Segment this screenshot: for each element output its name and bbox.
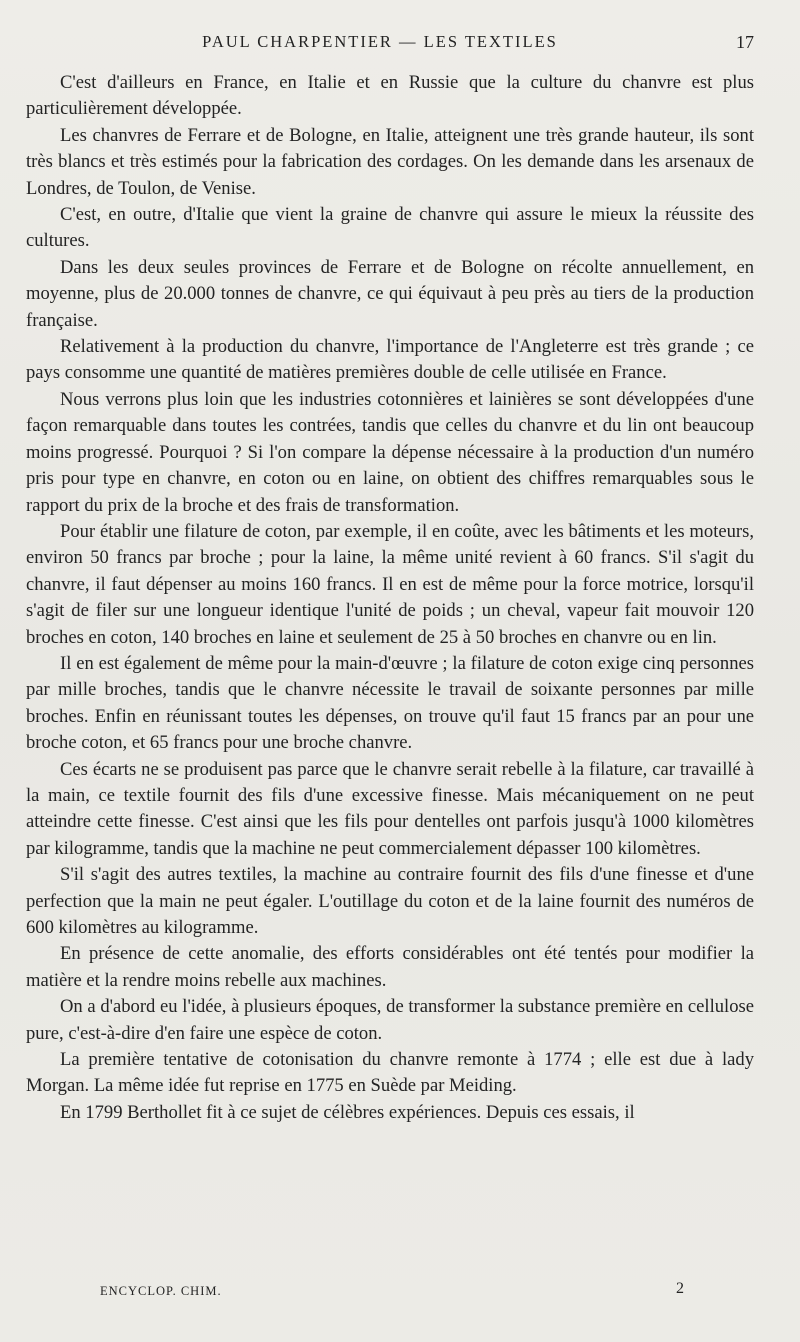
- paragraph: Il en est également de même pour la main-d'œuvre ; la filature de coton exige cinq personnes par mille broches, tandis que le chanvre nécessite le travail de soixante personnes par mille broches. Enfin en réunissant toutes les dépenses, on trouve qu'il faut 15 francs par an pour une broche coton, et 65 francs pour une broche chanvre.: [26, 652, 754, 754]
- body-text: [26, 70, 754, 1126]
- paragraph: C'est, en outre, d'Italie que vient la graine de chanvre qui assure le mieux la réussite des cultures.: [26, 204, 754, 252]
- paragraph: En présence de cette anomalie, des efforts considérables ont été tentés pour modifier la matière et la rendre moins rebelle aux machines.: [26, 943, 754, 991]
- paragraph: C'est d'ailleurs en France, en Italie et en Russie que la culture du chanvre est plus particulièrement développée.: [26, 72, 754, 120]
- signature-mark: ENCYCLOP. CHIM.: [100, 1284, 222, 1298]
- paragraph: En 1799 Berthollet fit à ce sujet de célèbres expériences. Depuis ces essais, il: [60, 1101, 635, 1123]
- paragraph: La première tentative de cotonisation du chanvre remonte à 1774 ; elle est due à lady Morgan. La même idée fut reprise en 1775 en Suède par Meiding.: [26, 1049, 754, 1097]
- running-header: [0, 30, 800, 56]
- paragraph: Dans les deux seules provinces de Ferrare et de Bologne on récolte annuellement, en moyenne, plus de 20.000 tonnes de chanvre, ce qui équivaut à peu près au tiers de la production française.: [26, 256, 754, 331]
- paragraph: Relativement à la production du chanvre, l'importance de l'Angleterre est très grande ; ce pays consomme une quantité de matières premières double de celle utilisée en France.: [26, 336, 754, 384]
- paragraph: Nous verrons plus loin que les industries cotonnières et lainières se sont développées d'une façon remarquable dans toutes les contrées, tandis que celles du chanvre et du lin ont beaucoup moins progressé. Pourquoi ? Si l'on compare la dépense nécessaire à la production d'un numéro pris pour type en chanvre, en coton ou en laine, on obtient des chiffres remarquables sous le rapport du prix de la broche et des frais de transformation.: [26, 388, 754, 516]
- paragraph: Ces écarts ne se produisent pas parce que le chanvre serait rebelle à la filature, car travaillé à la main, ce textile fournit des fils d'une excessive finesse. Mais mécaniquement on ne peut atteindre cette finesse. C'est ainsi que les fils pour dentelles ont parfois jusqu'à 1000 kilomètres par kilogramme, tandis que la machine ne peut commercialement dépasser 100 kilomètres.: [26, 758, 754, 859]
- paragraph: Pour établir une filature de coton, par exemple, il en coûte, avec les bâtiments et les moteurs, environ 50 francs par broche ; pour la laine, la même unité revient à 60 francs. S'il s'agit du chanvre, il faut dépenser au moins 160 francs. Il en est de même pour la force motrice, lorsqu'il s'agit de filer sur une longueur identique l'unité de poids ; un cheval, vapeur fait mouvoir 120 broches en coton, 140 broches en laine et seulement de 25 à 50 broches en chanvre ou en lin.: [26, 520, 754, 648]
- running-title: PAUL CHARPENTIER — LES TEXTILES: [202, 32, 558, 51]
- paragraph: On a d'abord eu l'idée, à plusieurs époques, de transformer la substance première en cellulose pure, c'est-à-dire d'en faire une espèce de coton.: [26, 996, 754, 1044]
- page-footer: [0, 1280, 800, 1304]
- signature-number: 2: [676, 1280, 684, 1297]
- page-number: 17: [736, 32, 754, 52]
- paragraph: S'il s'agit des autres textiles, la machine au contraire fournit des fils d'une finesse et d'une perfection que la main ne peut égaler. L'outillage du coton et de la laine fournit des numéros de 600 kilomètres au kilogramme.: [26, 864, 754, 938]
- paragraph: Les chanvres de Ferrare et de Bologne, en Italie, atteignent une très grande hauteur, ils sont très blancs et très estimés pour la fabrication des cordages. On les demande dans les arsenaux de Londres, de Toulon, de Venise.: [26, 124, 754, 199]
